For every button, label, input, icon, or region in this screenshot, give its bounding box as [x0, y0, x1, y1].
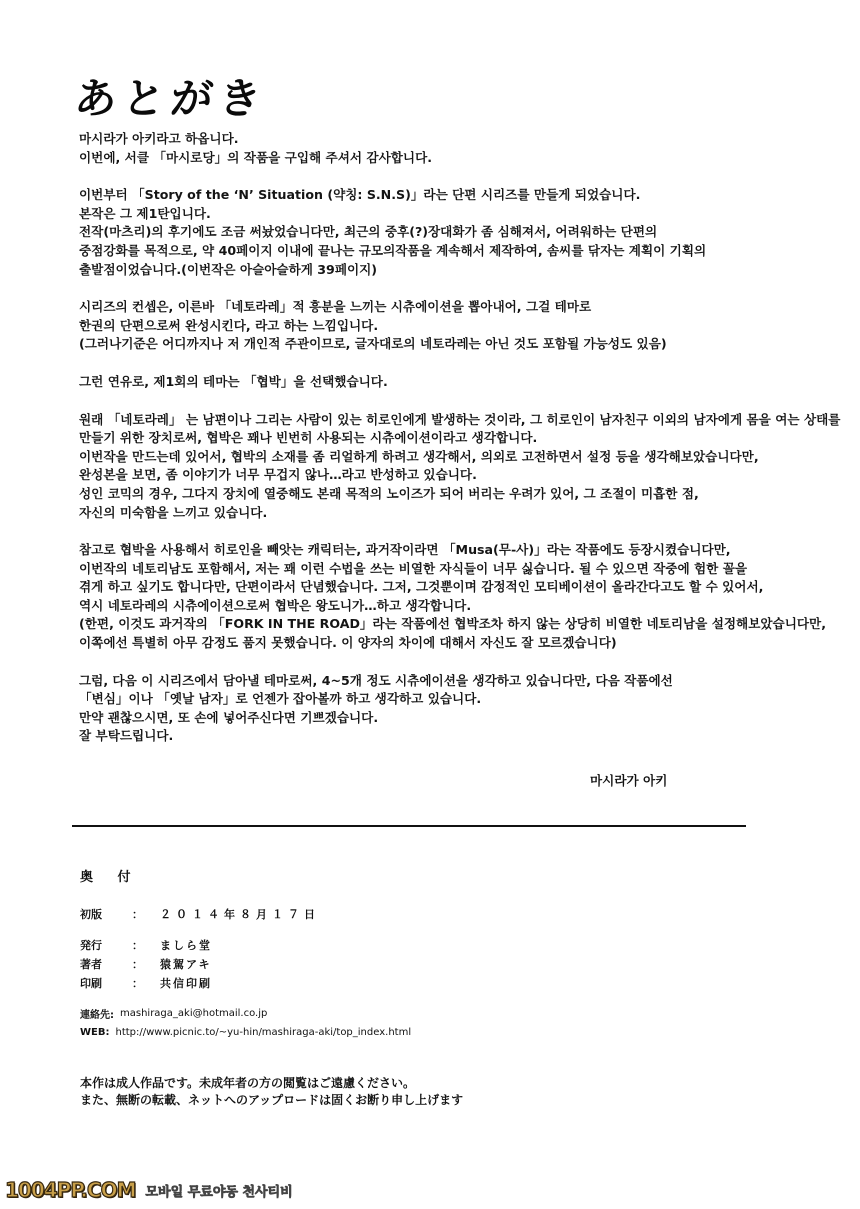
watermark-logo: 1004PP.COM	[5, 1178, 136, 1202]
paragraph	[79, 373, 859, 392]
text-line: 이번작을 만드는데 있어서, 협박의 소재를 좀 리얼하게 하려고 생각해서, 의외로 고전하면서 설정 등을 생각해보았습니다만,	[79, 448, 759, 464]
text-line: 그런 연유로, 제1회의 테마는 「협박」을 선택했습니다.	[79, 373, 388, 389]
contact-label: 連絡先:	[80, 1010, 114, 1021]
text-line: 그럼, 다음 이 시리즈에서 담아낼 테마로써, 4~5개 정도 시츄에이션을 생각하고 있습니다만, 다음 작품에선	[79, 672, 673, 688]
text-line: 본작은 그 제1탄입니다.	[79, 205, 211, 221]
separator: ：	[132, 976, 143, 990]
author-label: 著者	[80, 957, 102, 971]
afterword-body	[79, 130, 859, 765]
text-line: (한편, 이것도 과거작의 「FORK IN THE ROAD」라는 작품에선 협박조차 하지 않는 상당히 비열한 네토리남을 설정해보았습니다만,	[79, 616, 827, 632]
printer-label: 印刷	[80, 976, 102, 990]
first-edition-label: 初版	[80, 907, 102, 921]
text-line: 성인 코믹의 경우, 그다지 장치에 열중해도 본래 목적의 노이즈가 되어 버리는 우려가 있어, 그 조절이 미흡한 점,	[79, 485, 699, 501]
text-line: 중점강화를 목적으로, 약 40페이지 이내에 끝나는 규모의작품을 계속해서 제작하여, 솜씨를 닦자는 계획이 기획의	[79, 242, 707, 258]
colophon-title: 奥 付	[80, 870, 141, 885]
publisher-label: 発行	[80, 938, 102, 952]
separator: ：	[132, 957, 143, 971]
adult-content-notice	[80, 1075, 463, 1109]
text-line: 만들기 위한 장치로써, 협박은 꽤나 빈번히 사용되는 시츄에이션이라고 생각합니다.	[79, 430, 538, 446]
web-row	[80, 1023, 411, 1042]
paragraph	[79, 672, 859, 746]
first-edition-row	[80, 904, 411, 923]
separator: ：	[132, 907, 143, 921]
author-signature: 마시라가 아키	[590, 773, 668, 788]
text-line: 만약 괜찮으시면, 또 손에 넣어주신다면 기쁘겠습니다.	[79, 709, 379, 725]
text-line: 한권의 단편으로써 완성시킨다, 라고 하는 느낌입니다.	[79, 317, 379, 333]
divider	[72, 825, 746, 827]
author-value: 猿駕アキ	[160, 957, 212, 971]
text-line: 마시라가 아키라고 하옵니다.	[79, 131, 239, 146]
text-line: 역시 네토라레의 시츄에이션으로써 협박은 왕도니가…하고 생각합니다.	[79, 597, 472, 613]
paragraph	[79, 130, 859, 167]
text-line: 이번에, 서클 「마시로당」의 작품을 구입해 주셔서 감사합니다.	[79, 149, 433, 165]
text-line: 전작(마츠리)의 후기에도 조금 써놨었습니다만, 최근의 중후(?)장대화가 좀 심해져서, 어려워하는 단편의	[79, 224, 658, 240]
notice-line: 本作は成人作品です。未成年者の方の閲覧はご遠慮ください。	[80, 1076, 416, 1090]
text-line: 출발점이었습니다.(이번작은 아슬아슬하게 39페이지)	[79, 261, 378, 277]
text-line: 이번작의 네토리남도 포함해서, 저는 꽤 이런 수법을 쓰는 비열한 자식들이 너무 싫습니다. 될 수 있으면 작중에 험한 꼴을	[79, 560, 748, 576]
text-line: 잘 부탁드립니다.	[79, 728, 174, 744]
paragraph	[79, 186, 859, 279]
publisher-value: ましら堂	[160, 938, 212, 952]
text-line: 이쪽에선 특별히 아무 감정도 품지 못했습니다. 이 양자의 차이에 대해서 자신도 잘 모르겠습니다)	[79, 635, 617, 651]
web-url: http://www.picnic.to/~yu-hin/mashiraga-aki/top_index.html	[115, 1027, 412, 1038]
text-line: 시리즈의 컨셉은, 이른바 「네토라레」적 흥분을 느끼는 시츄에이션을 뽑아내어, 그걸 테마로	[79, 299, 592, 315]
contact-row	[80, 1004, 411, 1023]
text-line: 원래 「네토라레」 는 남편이나 그리는 사람이 있는 히로인에게 발생하는 것이라, 그 히로인이 남자친구 이외의 남자에게 몸을 여는 상태를	[79, 411, 841, 427]
text-line: 자신의 미숙함을 느끼고 있습니다.	[79, 504, 268, 520]
web-label: WEB:	[80, 1027, 110, 1038]
watermark-tagline: 모바일 무료야동 천사티비	[145, 1184, 293, 1200]
contact-email: mashiraga_aki@hotmail.co.jp	[120, 1008, 268, 1019]
paragraph	[79, 411, 859, 523]
paragraph	[79, 298, 859, 354]
colophon	[80, 866, 411, 1042]
text-line: 이번부터 「Story of the ‘N’ Situation (약칭: S.N.S)」라는 단편 시리즈를 만들게 되었습니다.	[79, 187, 641, 203]
watermark	[5, 1178, 293, 1202]
publisher-row	[80, 935, 411, 954]
first-edition-date: ２０１４年８月１７日	[160, 907, 320, 921]
text-line: 겪게 하고 싶기도 합니다만, 단편이라서 단념했습니다. 그저, 그것뿐이며 감정적인 모티베이션이 올라간다고도 할 수 있어서,	[79, 579, 764, 595]
text-line: 「변심」이나 「옛날 남자」로 언젠가 잡아볼까 하고 생각하고 있습니다.	[79, 691, 482, 707]
contact-block	[80, 1004, 411, 1042]
separator: ：	[132, 938, 143, 952]
notice-line: また、無断の転載、ネットへのアップロードは固くお断り申し上げます	[80, 1093, 464, 1107]
text-line: 참고로 협박을 사용해서 히로인을 빼앗는 캐릭터는, 과거작이라면 「Musa(무-사)」라는 작품에도 등장시켰습니다만,	[79, 542, 731, 558]
author-row	[80, 954, 411, 973]
paragraph	[79, 541, 859, 653]
text-line: (그러나기준은 어디까지나 저 개인적 주관이므로, 글자대로의 네토라레는 아닌 것도 포함될 가능성도 있음)	[79, 336, 667, 352]
printer-row	[80, 973, 411, 992]
printer-value: 共信印刷	[160, 976, 212, 990]
afterword-title: あとがき	[72, 74, 270, 123]
text-line: 완성본을 보면, 좀 이야기가 너무 무겁지 않나…라고 반성하고 있습니다.	[79, 467, 477, 483]
